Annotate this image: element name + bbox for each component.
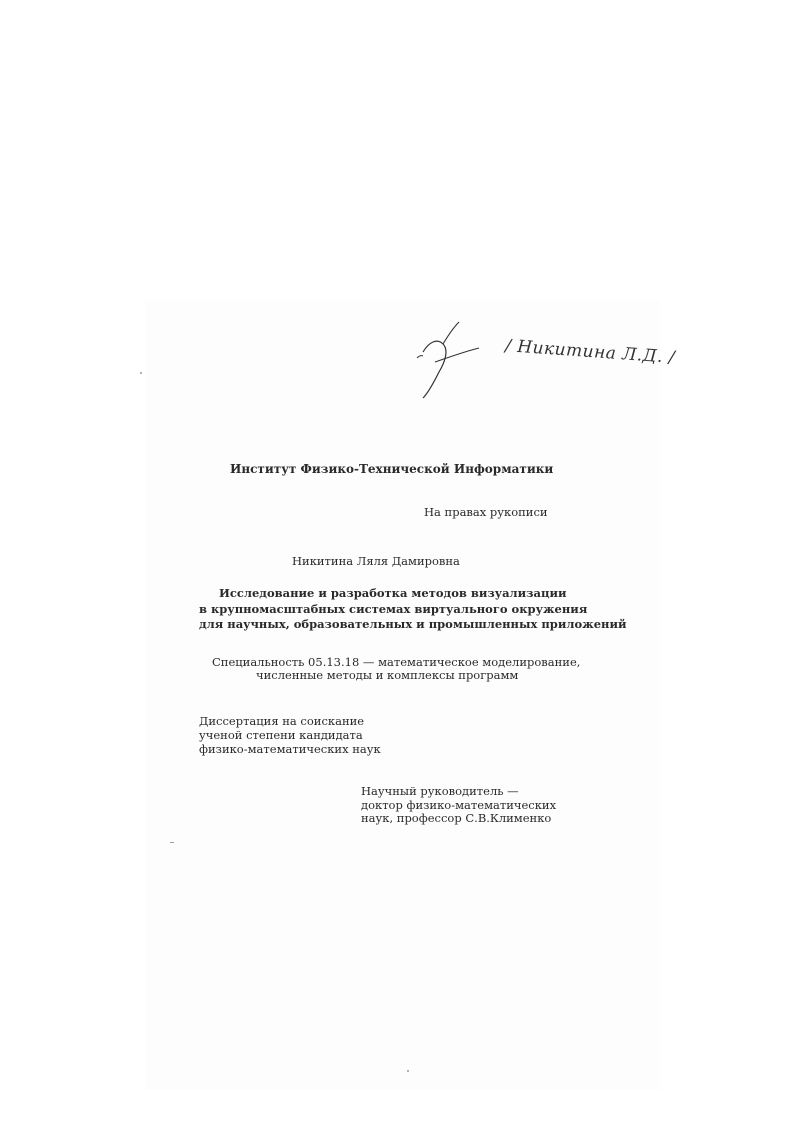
- supervisor-line-2: доктор физико-математических: [361, 798, 557, 812]
- scan-speck: [170, 842, 174, 843]
- signature-text: / Никитина Л.Д. /: [504, 336, 676, 368]
- title-line-2: в крупномасштабных системах виртуального окружения: [199, 602, 588, 616]
- specialty-line-2: численные методы и комплексы программ: [256, 668, 519, 682]
- scan-speck: [140, 372, 142, 374]
- institute-name: Институт Физико-Технической Информатики: [230, 462, 554, 476]
- signature-flourish: [415, 312, 505, 402]
- dissertation-line-2: ученой степени кандидата: [199, 728, 363, 742]
- dissertation-line-3: физико-математических наук: [199, 742, 381, 756]
- title-line-1: Исследование и разработка методов визуализации: [219, 586, 567, 600]
- supervisor-line-1: Научный руководитель —: [361, 784, 519, 798]
- scanned-page-area: [145, 300, 660, 1090]
- author-name: Никитина Ляля Дамировна: [292, 554, 460, 568]
- scan-speck: [407, 1070, 409, 1072]
- handwritten-signature: [415, 312, 676, 402]
- supervisor-line-3: наук, профессор С.В.Клименко: [361, 811, 552, 825]
- title-line-3: для научных, образовательных и промышленных приложений: [199, 617, 627, 631]
- dissertation-line-1: Диссертация на соискание: [199, 714, 365, 728]
- specialty-line-1: Специальность 05.13.18 — математическое моделирование,: [212, 655, 581, 669]
- manuscript-rights: На правах рукописи: [424, 505, 548, 519]
